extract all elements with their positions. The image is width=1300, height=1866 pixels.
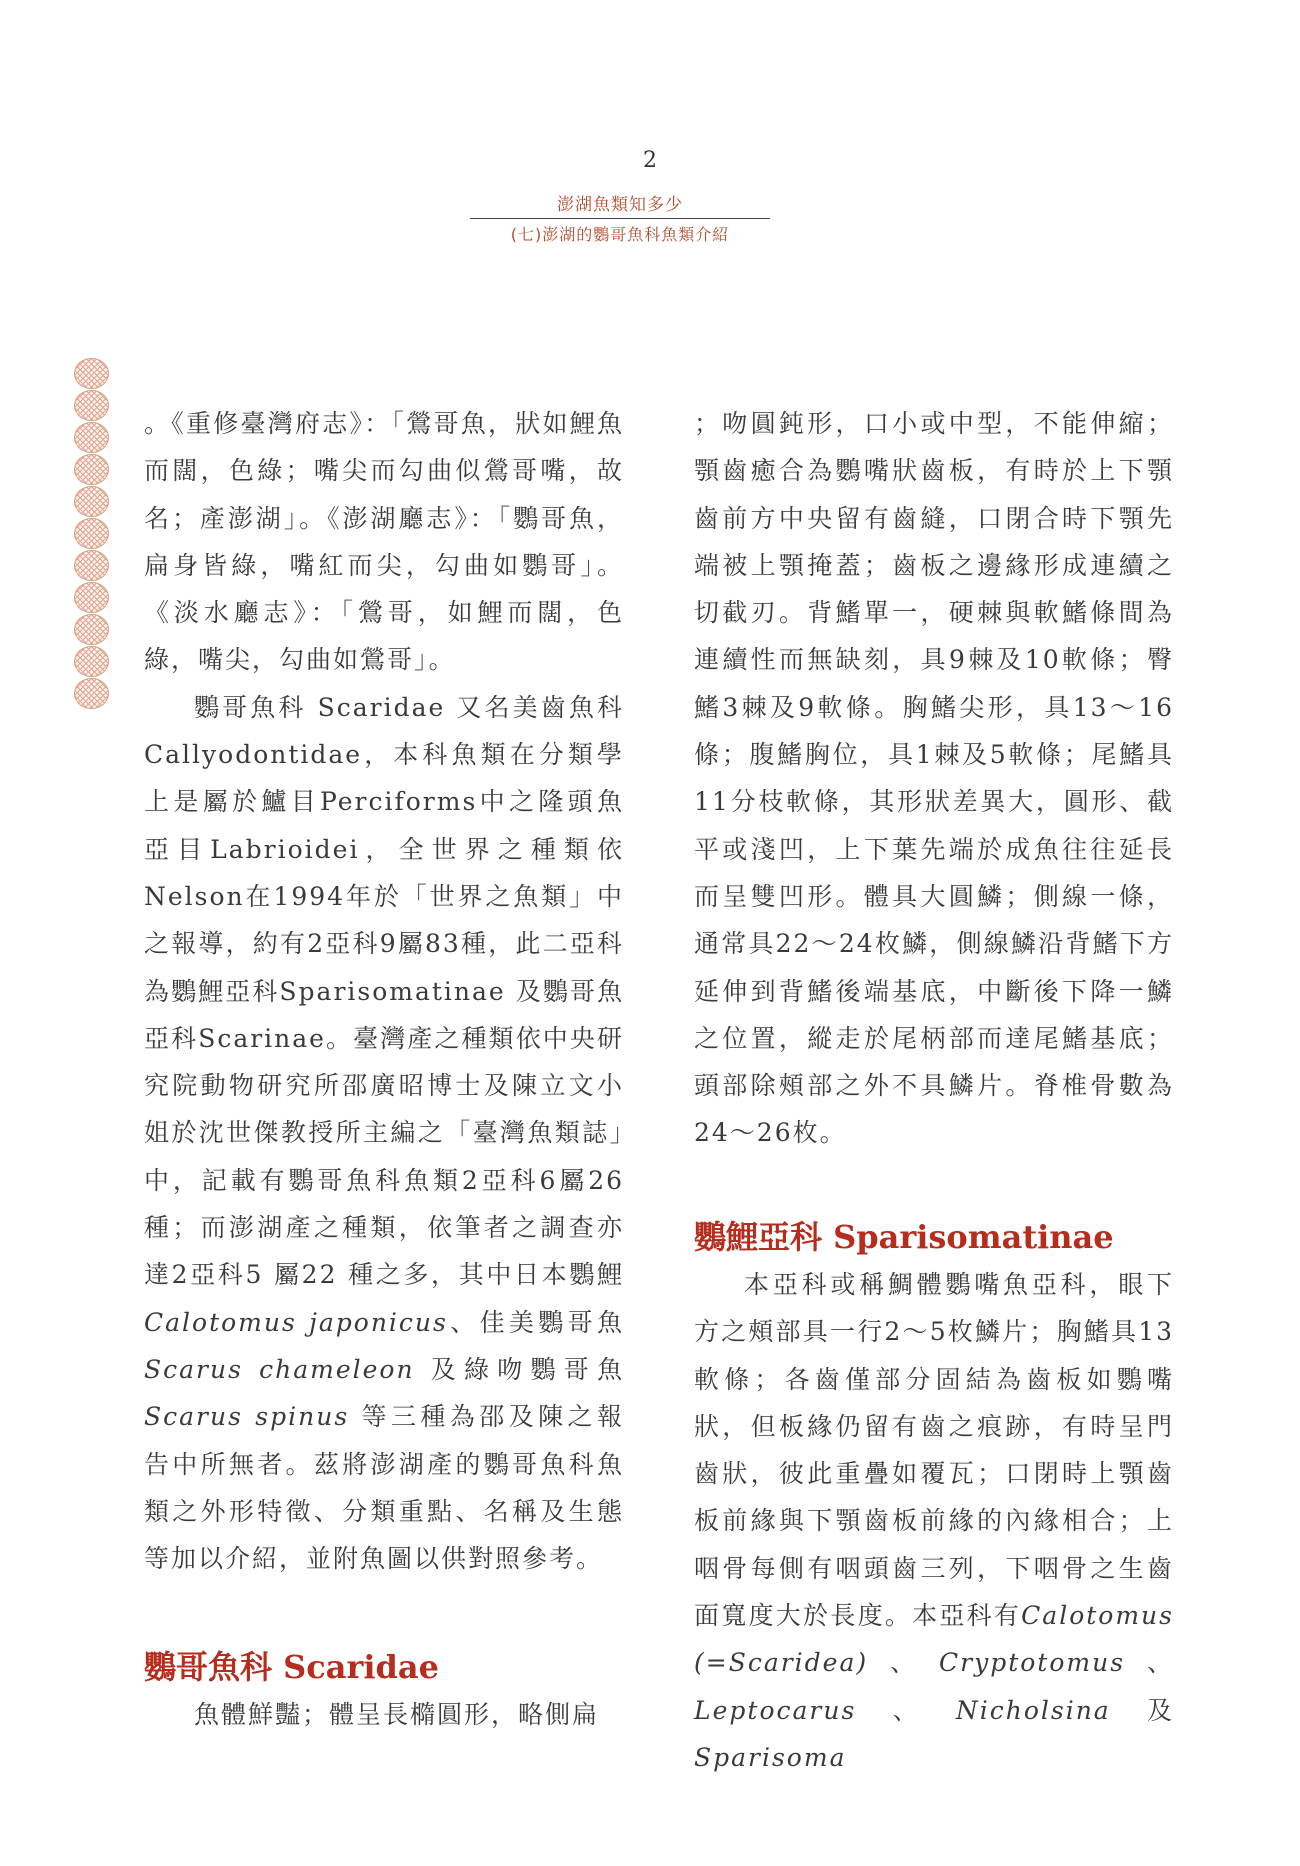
header-title: 澎湖魚類知多少 (557, 195, 683, 215)
ornament-dot (74, 550, 109, 581)
ornament-dot (74, 646, 109, 677)
left-column-continued (144, 1691, 624, 1738)
ornament-dot (74, 358, 109, 389)
header-subtitle: (七)澎湖的鸚哥魚科魚類介紹 (510, 225, 730, 244)
left-column (144, 400, 624, 1582)
ornament-dot (74, 422, 109, 453)
ornament-dot (74, 390, 109, 421)
genus-name: Calotomus (=Scaridea) (694, 1601, 1174, 1678)
genus-name: Nicholsina (955, 1695, 1111, 1725)
genus-name: Sparisoma (694, 1742, 847, 1772)
text-run: 本亞科或稱鯛體鸚嘴魚亞科，眼下方之頰部具一行2～5枚鱗片；胸鰭具13軟條；各齒僅部分固結為齒板如鸚嘴狀，但板緣仍留有齒之痕跡，有時呈門齒狀，彼此重疊如覆瓦；口閉時上顎齒板前緣與下顎齒板前緣的內緣相合；上咽骨每側有咽頭齒三列，下咽骨之生齒面寬度大於長度。本亞科有 (694, 1270, 1174, 1631)
text-run: 及 (1110, 1695, 1174, 1725)
ornament-dot (74, 614, 109, 645)
text-run: 、 (868, 1648, 939, 1678)
paragraph-scaridae-description: 魚體鮮豔；體呈長橢圓形，略側扁 (194, 1700, 600, 1729)
right-column (694, 400, 1174, 1157)
page-number: 2 (643, 148, 657, 173)
paragraph-scaridae-overview (144, 684, 624, 1583)
text-run: 、 (1125, 1648, 1174, 1678)
ornament-dot (74, 582, 109, 613)
paragraph-historical-records: 。《重修臺灣府志》：「鶯哥魚，狀如鯉魚而闊，色綠；嘴尖而勾曲似鶯哥嘴，故名；產澎湖」。《澎湖廳志》：「鸚哥魚，扁身皆綠，嘴紅而尖，勾曲如鸚哥」。《淡水廳志》：「鶯哥，如鯉而闊，色綠，嘴尖，勾曲如鶯哥」。 (144, 409, 624, 675)
margin-ornament (74, 358, 110, 710)
ornament-dot (74, 454, 109, 485)
text-run: 、佳美鸚哥魚 (447, 1307, 624, 1337)
section-heading-sparisomatinae: 鸚鯉亞科 Sparisomatinae (694, 1218, 1114, 1256)
text-run: 等三種為邵及陳之報告中所無者。茲將澎湖產的鸚哥魚科魚類之外形特徵、分類重點、名稱及生態等加以介紹，並附魚圖以供對照參考。 (144, 1402, 624, 1574)
text-run: 、 (856, 1695, 956, 1725)
species-name: Scarus chameleon (144, 1354, 415, 1384)
text-run: 鸚哥魚科 Scaridae 又名美齒魚科 Callyodontidae，本科魚類在分類學上是屬於鱸目Perciforms中之隆頭魚亞目Labrioidei，全世界之種類依Nelson在1994年於「世界之魚類」中之報導，約有2亞科9屬83種，此二亞科為鸚鯉亞科Sparisomatinae 及鸚哥魚亞科Scarinae。臺灣產之種類依中央研究院動物研究所邵廣昭博士及陳立文小姐於沈世傑教授所主編之「臺灣魚類誌」中，記載有鸚哥魚科魚類2亞科6屬26種；而澎湖產之種類，依筆者之調查亦達2亞科5 屬22 種之多，其中日本鸚鯉 (144, 692, 624, 1290)
paragraph-scaridae-description-continued: ；吻圓鈍形，口小或中型，不能伸縮；顎齒癒合為鸚嘴狀齒板，有時於上下顎齒前方中央留有齒縫，口閉合時下顎先端被上顎掩蓋；齒板之邊緣形成連續之切截刃。背鰭單一，硬棘與軟鰭條間為連續性而無缺刻，具9棘及10軟條；臀鰭3棘及9軟條。胸鰭尖形，具13～16條；腹鰭胸位，具1棘及5軟條；尾鰭具11分枝軟條，其形狀差異大，圓形、截平或淺凹，上下葉先端於成魚往往延長而呈雙凹形。體具大圓鱗；側線一條，通常具22～24枚鱗，側線鱗沿背鰭下方延伸到背鰭後端基底，中斷後下降一鱗之位置，縱走於尾柄部而達尾鰭基底；頭部除頰部之外不具鱗片。脊椎骨數為24～26枚。 (694, 409, 1174, 1148)
section-heading-scaridae: 鸚哥魚科 Scaridae (144, 1648, 439, 1686)
running-header (470, 190, 770, 245)
right-column-lower (694, 1261, 1174, 1781)
ornament-dot (74, 518, 109, 549)
header-divider (470, 218, 770, 219)
ornament-dot (74, 486, 109, 517)
text-run: 及綠吻鸚哥魚 (414, 1354, 624, 1384)
paragraph-sparisomatinae (694, 1261, 1174, 1781)
ornament-dot (74, 678, 109, 709)
genus-name: Cryptotomus (939, 1648, 1126, 1678)
species-name: Scarus spinus (144, 1402, 350, 1432)
species-name: Calotomus japonicus (144, 1307, 448, 1337)
genus-name: Leptocarus (694, 1695, 857, 1725)
